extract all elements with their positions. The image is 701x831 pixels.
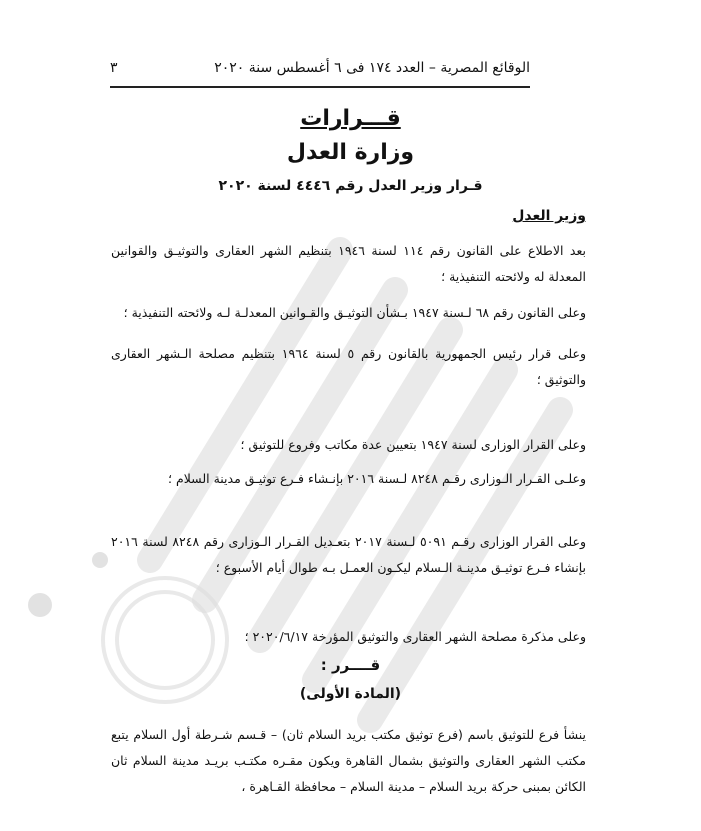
gazette-issue-title: الوقائع المصرية – العدد ١٧٤ فى ٦ أغسطس سنة ٢٠٢٠: [214, 60, 530, 76]
preamble-paragraph: [111, 529, 586, 581]
preamble-item: وعلى القانون رقم ٦٨ لـسنة ١٩٤٧ بـشأن التوثيـق والقـوانين المعدلـة لـه ولائحته التنفيذية ؛: [123, 305, 586, 320]
page-number: ٣: [110, 60, 118, 76]
preamble-paragraph: [111, 432, 586, 458]
preamble-paragraph: [111, 466, 586, 492]
preamble-item: وعلـى القـرار الـوزارى رقـم ٨٢٤٨ لـسنة ٢٠١٦ بإنـشاء فـرع توثيـق مدينة السلام ؛: [168, 471, 586, 486]
preamble-item: وعلى قرار رئيس الجمهورية بالقانون رقم ٥ لسنة ١٩٦٤ بتنظيم مصلحة الـشهر العقارى والتوثيق ؛: [111, 346, 586, 387]
page-header: [110, 58, 530, 88]
preamble-item: وعلى القرار الوزارى رقـم ٥٠٩١ لـسنة ٢٠١٧ بتعـديل القـرار الـوزارى رقم ٨٢٤٨ لسنة ٢٠١٦ بإنشاء فـرع توثيـق مدينـة الـسلام ليكـون العمـل بـه طوال أيام الأسبوع ؛: [111, 534, 586, 575]
decree-title: قـرار وزير العدل رقم ٤٤٤٦ لسنة ٢٠٢٠: [218, 178, 483, 194]
decision-label: قــــرر :: [320, 656, 381, 674]
minister-label: وزير العدل: [512, 208, 586, 224]
preamble-paragraph: [111, 341, 586, 393]
article-text: ينشأ فرع للتوثيق باسم (فرع توثيق مكتب بريد السلام ثان) – قـسم شـرطة أول السلام يتبع مكتب الشهر العقارى والتوثيق بشمال القاهرة ويكون مقـره مكتـب بريـد مدينة السلام ثان الكائن بمبنى حركة بريد السلام – مدينة السلام – محافظة القـاهرة ،: [111, 727, 586, 794]
ministry-heading: وزارة العدل: [286, 140, 415, 165]
article-title: (المادة الأولى): [299, 686, 402, 702]
preamble-item: وعلى القرار الوزارى لسنة ١٩٤٧ بتعيين عدة مكاتب وفروع للتوثيق ؛: [240, 437, 586, 452]
article-paragraph: [111, 722, 586, 800]
preamble-paragraph: [111, 238, 586, 290]
preamble-item: بعد الاطلاع على القانون رقم ١١٤ لسنة ١٩٤٦ بتنظيم الشهر العقارى والتوثيـق والقوانين المعدلة له ولائحته التنفيذية ؛: [111, 243, 586, 284]
preamble-item: وعلى مذكرة مصلحة الشهر العقارى والتوثيق المؤرخة ٢٠٢٠/٦/١٧ ؛: [244, 629, 586, 644]
preamble-paragraph: [111, 624, 586, 650]
decisions-heading: قـــرارات: [300, 106, 401, 131]
preamble-paragraph: [111, 300, 586, 326]
